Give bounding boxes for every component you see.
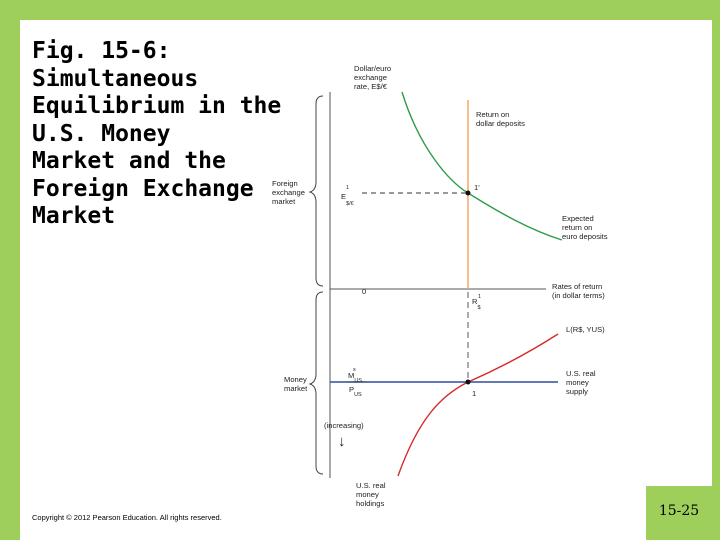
slide-number: 15-25 bbox=[658, 503, 700, 519]
expected-return-label-1: Expected bbox=[562, 214, 594, 223]
money-supply-label-2: money bbox=[566, 378, 589, 387]
axis-top-label-1: Dollar/euro bbox=[354, 64, 392, 73]
equilibrium-point-money bbox=[466, 380, 471, 385]
money-demand-curve bbox=[398, 334, 558, 476]
money-supply-ratio-sup: s bbox=[353, 367, 356, 373]
return-dollar-label-2: dollar deposits bbox=[476, 119, 525, 128]
axis-top-label-3: rate, E$/€ bbox=[354, 82, 387, 91]
axis-top-label-2: exchange bbox=[354, 73, 387, 82]
exchange-rate-eq-label: $E_{\$/€}$ bbox=[341, 192, 354, 207]
money-market-label-2: market bbox=[284, 384, 308, 393]
money-supply-label-3: supply bbox=[566, 387, 588, 396]
increasing-arrow-icon: ↓ bbox=[338, 433, 346, 450]
fx-market-brace bbox=[310, 96, 323, 286]
money-supply-label-1: U.S. real bbox=[566, 369, 596, 378]
point-fx-label: 1' bbox=[474, 183, 480, 192]
fx-market-label-1: Foreign bbox=[272, 179, 298, 188]
money-market-brace bbox=[310, 292, 323, 474]
axis-bottom-label-1: U.S. real bbox=[356, 481, 386, 490]
return-dollar-label-1: Return on bbox=[476, 110, 510, 119]
axis-bottom-label-2: money bbox=[356, 490, 379, 499]
money-supply-ratio-num: $M_{US}$ bbox=[348, 371, 362, 384]
increasing-label: (increasing) bbox=[324, 421, 364, 430]
slide-title: Fig. 15-6: Simultaneous Equilibrium in the U.S. Money Market and the Foreign Exchange Market bbox=[32, 38, 282, 229]
fx-market-label-2: exchange bbox=[272, 188, 305, 197]
fx-market-label-3: market bbox=[272, 197, 296, 206]
money-market-label-1: Money bbox=[284, 375, 307, 384]
axis-bottom-label-3: holdings bbox=[356, 499, 385, 508]
origin-label: 0 bbox=[362, 287, 367, 296]
expected-return-label-2: return on bbox=[562, 223, 593, 232]
rates-of-return-label-1: Rates of return bbox=[552, 282, 603, 291]
interest-rate-eq-label: $R_{\$}$ bbox=[472, 297, 481, 311]
equilibrium-point-fx bbox=[466, 191, 471, 196]
money-demand-label: L(R$, YUS) bbox=[566, 325, 605, 334]
interest-rate-eq-sup: 1 bbox=[478, 294, 482, 300]
slide-number-box bbox=[646, 486, 720, 540]
rates-of-return-label-2: (in dollar terms) bbox=[552, 291, 605, 300]
point-mm-label: 1 bbox=[472, 389, 477, 398]
expected-return-label-3: euro deposits bbox=[562, 232, 608, 241]
copyright-notice: Copyright © 2012 Pearson Education. All rights reserved. bbox=[32, 513, 222, 522]
money-supply-ratio-den: $P_{US}$ bbox=[349, 385, 362, 398]
exchange-rate-eq-sup: 1 bbox=[346, 185, 350, 191]
